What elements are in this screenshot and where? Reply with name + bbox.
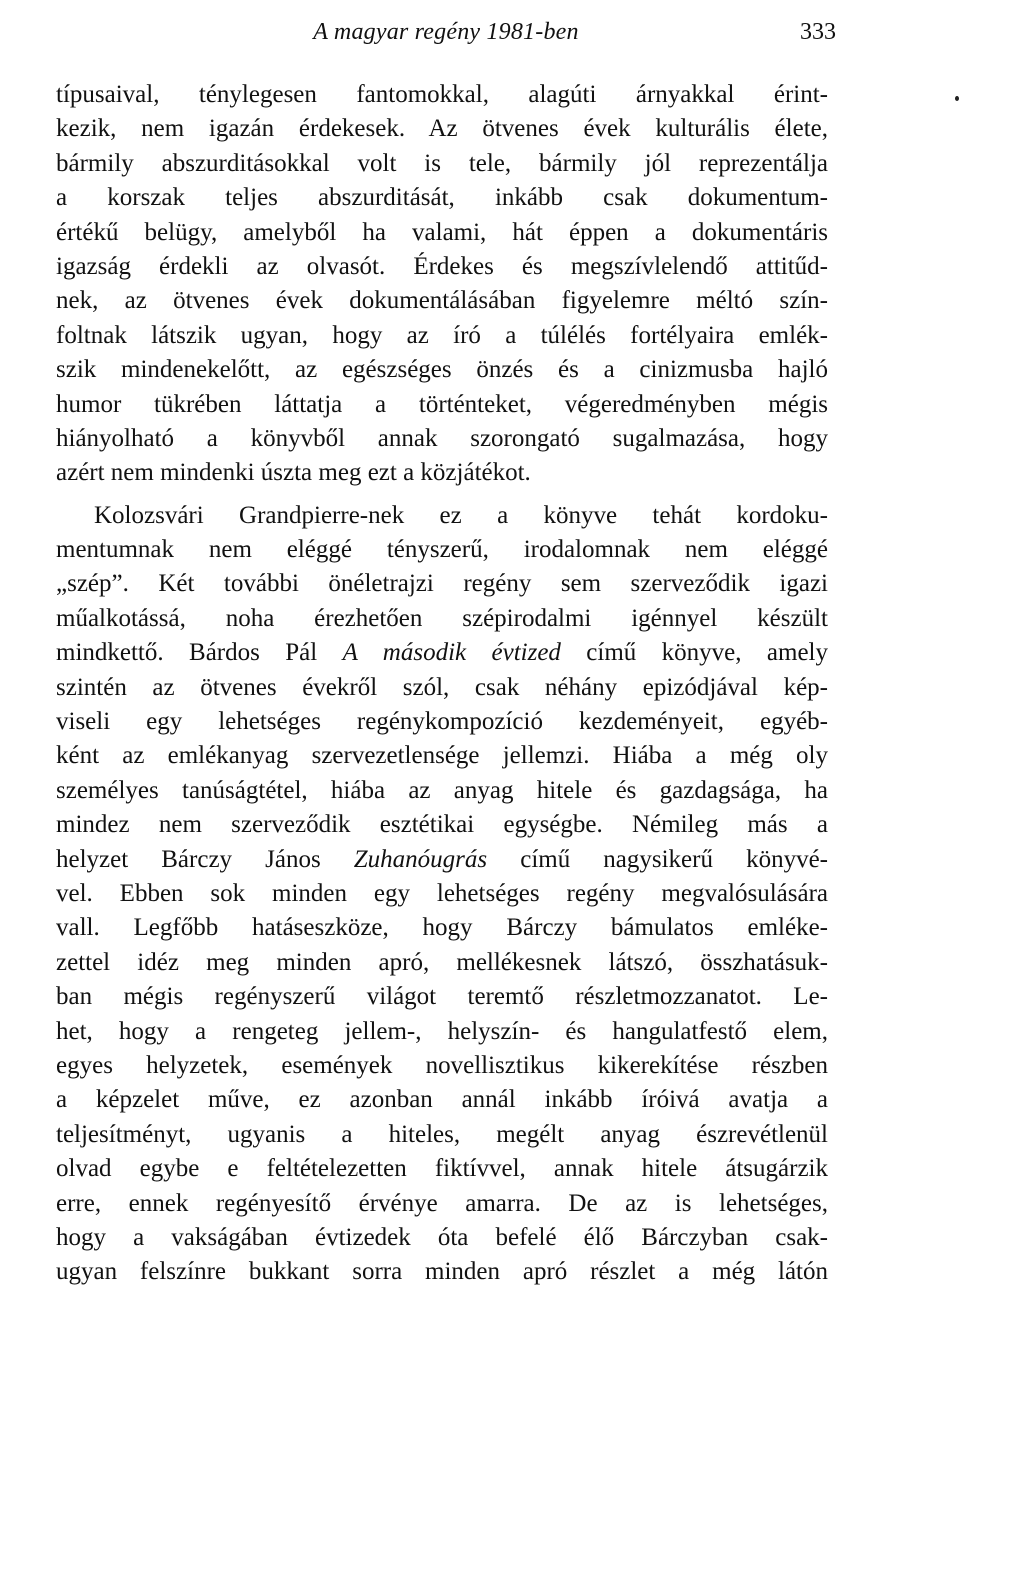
page-number: 333 xyxy=(800,19,836,45)
text-line: bármily abszurditásokkal volt is tele, bármily jól reprezentálja xyxy=(56,149,828,177)
text-line: vall. Legfőbb hatáseszköze, hogy Bárczy bámulatos emléke- xyxy=(56,914,828,942)
text-line: azért nem mindenki úszta meg ezt a közjátékot. xyxy=(56,459,531,487)
running-title: A magyar regény 1981-ben xyxy=(313,19,579,45)
text-line: ként az emlékanyag szervezetlensége jellemzi. Hiába a még oly xyxy=(56,742,828,770)
text-line: zettel idéz meg minden apró, mellékesnek látszó, összhatásuk- xyxy=(56,948,828,976)
text-run: mindkettő. Bárdos Pál xyxy=(56,639,343,667)
text-line: a képzelet műve, ez azonban annál inkább íróivá avatja a xyxy=(56,1086,828,1114)
text-line: Kolozsvári Grandpierre-nek ez a könyve tehát kordoku- xyxy=(94,501,828,529)
text-line: vel. Ebben sok minden egy lehetséges regény megvalósulására xyxy=(56,879,828,907)
text-line: egyes helyzetek, események novellisztikus kikerekítése részben xyxy=(56,1051,828,1079)
text-line: humor tükrében láttatja a történteket, végeredményben mégis xyxy=(56,390,828,418)
body-text xyxy=(56,78,828,1290)
text-run: című könyve, amely xyxy=(560,639,828,667)
text-line: viseli egy lehetséges regénykompozíció kezdeményeit, egyéb- xyxy=(56,708,828,736)
text-line: ugyan felszínre bukkant sorra minden apró részlet a még látón xyxy=(56,1258,828,1286)
text-line: szintén az ötvenes évekről szól, csak néhány epizódjával kép- xyxy=(56,673,828,701)
text-line: erre, ennek regényesítő érvénye amarra. De az is lehetséges, xyxy=(56,1189,828,1217)
text-line: hiányolható a könyvből annak szorongató sugalmazása, hogy xyxy=(56,424,828,452)
text-line: szik mindenekelőtt, az egészséges önzés és a cinizmusba hajló xyxy=(56,356,828,384)
text-line: nek, az ötvenes évek dokumentálásában figyelemre méltó szín- xyxy=(56,287,828,315)
book-title-italic: Zuhanóugrás xyxy=(353,845,488,873)
text-line: igazság érdekli az olvasót. Érdekes és megszívlelendő attitűd- xyxy=(56,252,828,280)
text-line: foltnak látszik ugyan, hogy az író a túlélés fortélyaira emlék- xyxy=(56,321,828,349)
text-line: mentumnak nem eléggé tényszerű, irodalomnak nem eléggé xyxy=(56,536,828,564)
text-line: mindez nem szerveződik esztétikai egységbe. Némileg más a xyxy=(56,811,828,839)
text-line: teljesítményt, ugyanis a hiteles, megélt anyag észrevétlenül xyxy=(56,1120,828,1148)
margin-mark xyxy=(955,96,959,101)
book-title-italic: A második évtized xyxy=(342,639,561,667)
text-line: olvad egybe e feltételezetten fiktívvel, annak hitele átsugárzik xyxy=(56,1155,828,1183)
text-line: a korszak teljes abszurditását, inkább csak dokumentum- xyxy=(56,184,828,212)
text-line: típusaival, ténylegesen fantomokkal, alagúti árnyakkal érint- xyxy=(56,81,828,108)
text-line: személyes tanúságtétel, hiába az anyag hitele és gazdagsága, ha xyxy=(56,776,828,804)
text-run: című nagysikerű könyvé- xyxy=(487,845,828,873)
text-line: ban mégis regényszerű világot teremtő részletmozzanatot. Le- xyxy=(56,983,828,1011)
text-line: műalkotássá, noha érezhetően szépirodalmi igénnyel készült xyxy=(56,604,828,632)
text-line: kezik, nem igazán érdekesek. Az ötvenes évek kulturális élete, xyxy=(56,115,828,143)
paragraph-1 xyxy=(56,78,828,491)
text-run: helyzet Bárczy János xyxy=(56,845,354,873)
text-line: hogy a vakságában évtizedek óta befelé élő Bárczyban csak- xyxy=(56,1223,828,1251)
text-line xyxy=(56,843,828,877)
text-line: „szép”. Két további önéletrajzi regény sem szerveződik igazi xyxy=(56,570,828,598)
running-head xyxy=(56,14,836,50)
paragraph-gap xyxy=(56,491,828,499)
text-line: het, hogy a rengeteg jellem-, helyszín- és hangulatfestő elem, xyxy=(56,1017,828,1045)
text-line: értékű belügy, amelyből ha valami, hát éppen a dokumentáris xyxy=(56,218,828,246)
text-line xyxy=(56,636,828,670)
paragraph-2 xyxy=(56,499,828,1290)
